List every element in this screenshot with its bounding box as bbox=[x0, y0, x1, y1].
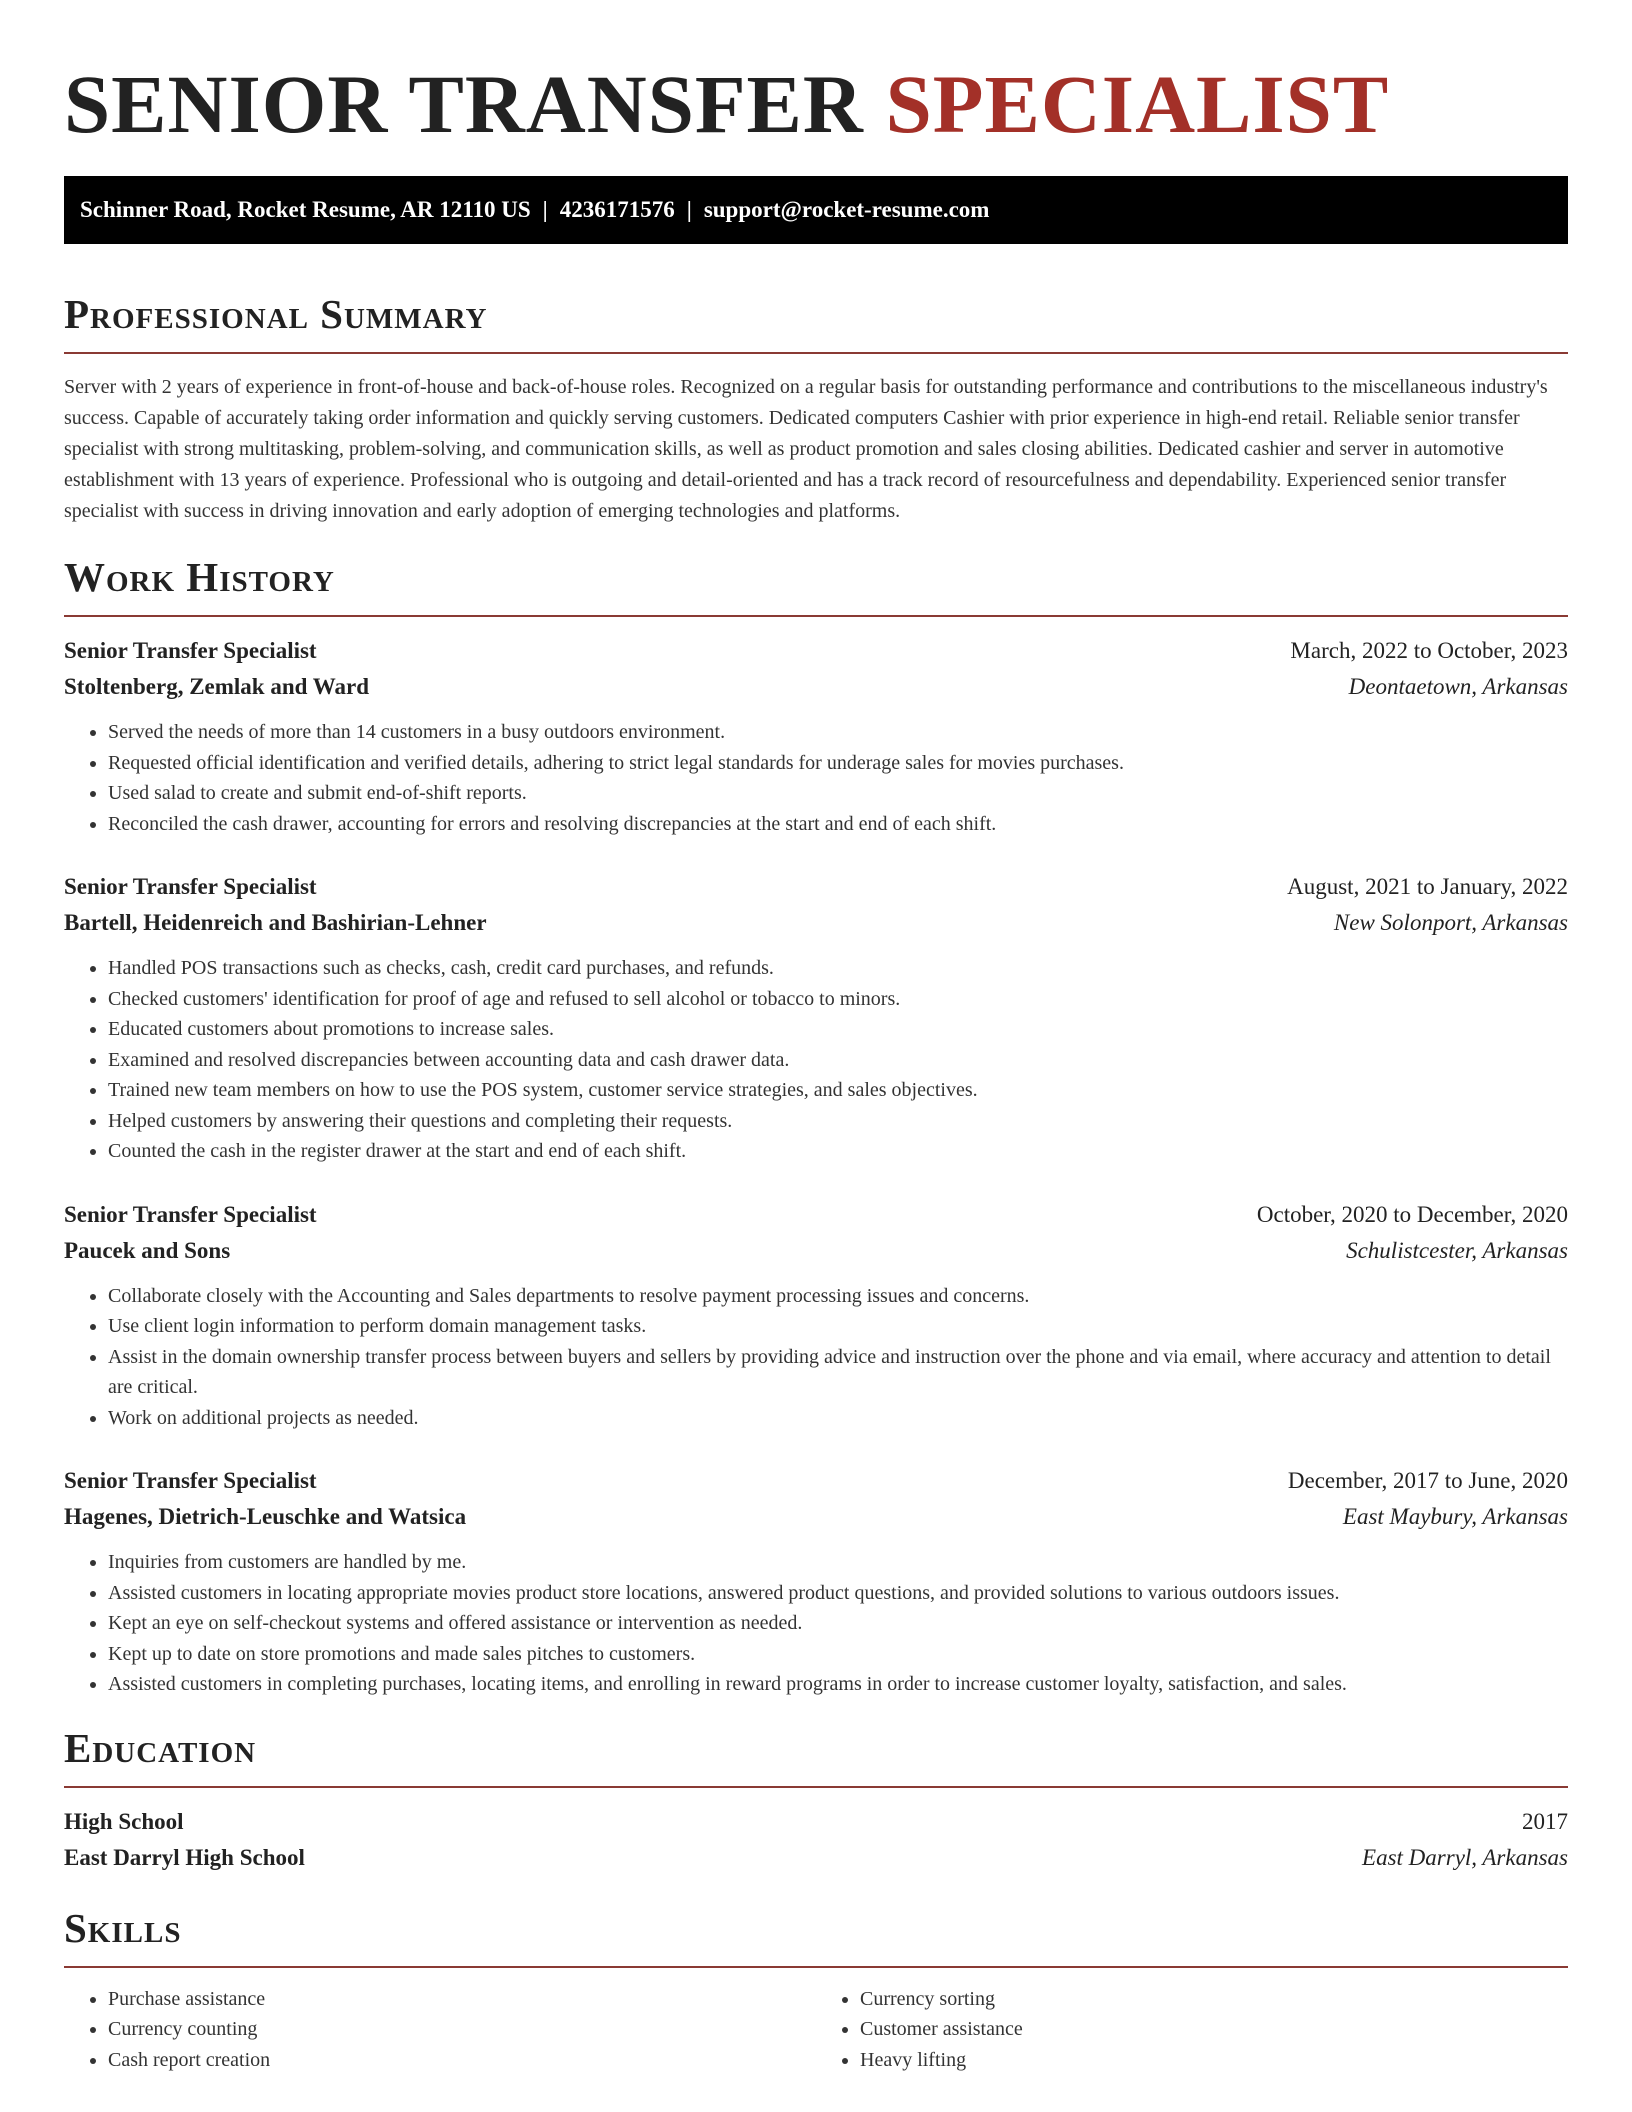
list-item: • Checked customers' identification for proof of age and refused to sell alcohol or tobacco to minors. bbox=[108, 984, 1568, 1015]
list-item: • Reconciled the cash drawer, accounting for errors and resolving discrepancies at the start and end of each shift. bbox=[108, 809, 1568, 840]
section-heading-education: Education bbox=[64, 1724, 257, 1771]
summary-text: Server with 2 years of experience in front-of-house and back-of-house roles. Recognized on a regular basis for outstanding performance and contributions to the miscellaneous industry's success. Capable of accurately taking order information and quickly serving customers. Dedicated computers Cashier with prior experience in high-end retail. Reliable senior transfer specialist with strong multitasking, problem-solving, and communication skills, as well as product promotion and sales closing abilities. Dedicated cashier and server in automotive establishment with 13 years of experience. Professional who is outgoing and detail-oriented and has a track record of resourcefulness and dependability. Experienced senior transfer specialist with success in driving innovation and early adoption of emerging technologies and platforms. bbox=[64, 376, 1548, 522]
work-history-section bbox=[64, 551, 1568, 1700]
job-location: New Solonport, Arkansas bbox=[1333, 910, 1568, 935]
job-title: Senior Transfer Specialist bbox=[64, 1201, 317, 1227]
list-item: • Cash report creation bbox=[108, 2045, 816, 2076]
list-item: • Counted the cash in the register drawer at the start and end of each shift. bbox=[108, 1136, 1568, 1167]
job-dates: August, 2021 to January, 2022 bbox=[1287, 874, 1568, 899]
list-item: • Inquiries from customers are handled by me. bbox=[108, 1547, 1568, 1578]
job-dates: December, 2017 to June, 2020 bbox=[1287, 1468, 1568, 1493]
job-entry bbox=[64, 869, 1568, 1167]
title-primary: SENIOR TRANSFER bbox=[64, 58, 864, 150]
resume-title bbox=[64, 0, 1568, 152]
job-dates: October, 2020 to December, 2020 bbox=[1256, 1201, 1568, 1227]
skills-grid bbox=[64, 1984, 1568, 2076]
title-accent: SPECIALIST bbox=[885, 58, 1390, 150]
contact-phone: 4236171576 bbox=[559, 197, 675, 222]
education-year: 2017 bbox=[1522, 1808, 1568, 1834]
list-item: • Examined and resolved discrepancies between accounting data and cash drawer data. bbox=[108, 1045, 1568, 1076]
contact-bar bbox=[64, 176, 1568, 244]
list-item: • Handled POS transactions such as checks, cash, credit card purchases, and refunds. bbox=[108, 953, 1568, 984]
skills-list bbox=[64, 1984, 816, 2076]
list-item: • Purchase assistance bbox=[108, 1984, 816, 2015]
list-item: • Assist in the domain ownership transfer process between buyers and sellers by providing advice and instruction over the phone and via email, where accuracy and attention to detail are critical. bbox=[108, 1342, 1568, 1403]
list-item: • Assisted customers in locating appropriate movies product store locations, answered product questions, and provided solutions to various outdoors issues. bbox=[108, 1578, 1568, 1609]
list-item: • Kept an eye on self-checkout systems and offered assistance or intervention as needed. bbox=[108, 1608, 1568, 1639]
list-item: • Use client login information to perform domain management tasks. bbox=[108, 1311, 1568, 1342]
section-divider bbox=[64, 352, 1568, 354]
job-bullets bbox=[64, 717, 1568, 839]
list-item: • Work on additional projects as needed. bbox=[108, 1403, 1568, 1434]
job-company: Hagenes, Dietrich-Leuschke and Watsica bbox=[64, 1504, 467, 1529]
job-company-row bbox=[64, 1233, 1568, 1269]
education-location: East Darryl, Arkansas bbox=[1362, 1844, 1568, 1870]
contact-email: support@rocket-resume.com bbox=[703, 197, 990, 222]
contact-address: Schinner Road, Rocket Resume, AR 12110 US bbox=[80, 197, 531, 222]
job-location: Schulistcester, Arkansas bbox=[1346, 1237, 1568, 1263]
job-entry bbox=[64, 1197, 1568, 1434]
job-company-row bbox=[64, 1499, 1568, 1535]
job-location: Deontaetown, Arkansas bbox=[1348, 674, 1568, 699]
section-divider bbox=[64, 1786, 1568, 1788]
list-item: • Currency sorting bbox=[860, 1984, 1568, 2015]
skills-column-left bbox=[64, 1984, 816, 2076]
job-entry bbox=[64, 1463, 1568, 1700]
job-dates: March, 2022 to October, 2023 bbox=[1290, 638, 1568, 663]
job-company-row bbox=[64, 905, 1568, 941]
list-item: • Assisted customers in completing purchases, locating items, and enrolling in reward programs in order to increase customer loyalty, satisfaction, and sales. bbox=[108, 1669, 1568, 1700]
list-item: • Kept up to date on store promotions and made sales pitches to customers. bbox=[108, 1639, 1568, 1670]
job-title: Senior Transfer Specialist bbox=[64, 1468, 317, 1493]
list-item: • Customer assistance bbox=[860, 2014, 1568, 2045]
summary-section bbox=[64, 288, 1568, 527]
education-entry bbox=[64, 1804, 1568, 1876]
education-school-row bbox=[64, 1840, 1568, 1876]
list-item: • Heavy lifting bbox=[860, 2045, 1568, 2076]
list-item: • Requested official identification and verified details, adhering to strict legal standards for underage sales for movies purchases. bbox=[108, 748, 1568, 779]
section-heading-work: Work History bbox=[64, 554, 335, 600]
skills-list bbox=[816, 1984, 1568, 2076]
section-divider bbox=[64, 1966, 1568, 1968]
education-degree: High School bbox=[64, 1808, 184, 1834]
job-company: Paucek and Sons bbox=[64, 1237, 231, 1263]
education-section bbox=[64, 1722, 1568, 1876]
job-title: Senior Transfer Specialist bbox=[64, 874, 317, 899]
job-company-row bbox=[64, 669, 1568, 705]
skills-section bbox=[64, 1902, 1568, 2076]
list-item: • Currency counting bbox=[108, 2014, 816, 2045]
job-entry bbox=[64, 633, 1568, 839]
job-title-row bbox=[64, 1197, 1568, 1233]
list-item: • Served the needs of more than 14 customers in a busy outdoors environment. bbox=[108, 717, 1568, 748]
section-divider bbox=[64, 615, 1568, 617]
job-location: East Maybury, Arkansas bbox=[1342, 1504, 1568, 1529]
job-title: Senior Transfer Specialist bbox=[64, 638, 317, 663]
list-item: • Collaborate closely with the Accounting and Sales departments to resolve payment processing issues and concerns. bbox=[108, 1281, 1568, 1312]
education-degree-row bbox=[64, 1804, 1568, 1840]
section-heading-summary: Professional Summary bbox=[64, 291, 488, 337]
job-title-row bbox=[64, 1463, 1568, 1499]
contact-separator: | bbox=[542, 197, 548, 222]
list-item: • Helped customers by answering their questions and completing their requests. bbox=[108, 1106, 1568, 1137]
job-bullets bbox=[64, 1281, 1568, 1434]
skills-column-right bbox=[816, 1984, 1568, 2076]
contact-separator: | bbox=[686, 197, 692, 222]
education-school: East Darryl High School bbox=[64, 1844, 305, 1870]
list-item: • Trained new team members on how to use the POS system, customer service strategies, and sales objectives. bbox=[108, 1075, 1568, 1106]
job-bullets bbox=[64, 953, 1568, 1167]
list-item: • Used salad to create and submit end-of-shift reports. bbox=[108, 778, 1568, 809]
job-title-row bbox=[64, 869, 1568, 905]
job-company: Stoltenberg, Zemlak and Ward bbox=[64, 674, 369, 699]
section-heading-skills: Skills bbox=[64, 1904, 182, 1951]
list-item: • Educated customers about promotions to increase sales. bbox=[108, 1014, 1568, 1045]
job-bullets bbox=[64, 1547, 1568, 1700]
job-title-row bbox=[64, 633, 1568, 669]
job-company: Bartell, Heidenreich and Bashirian-Lehner bbox=[64, 910, 487, 935]
